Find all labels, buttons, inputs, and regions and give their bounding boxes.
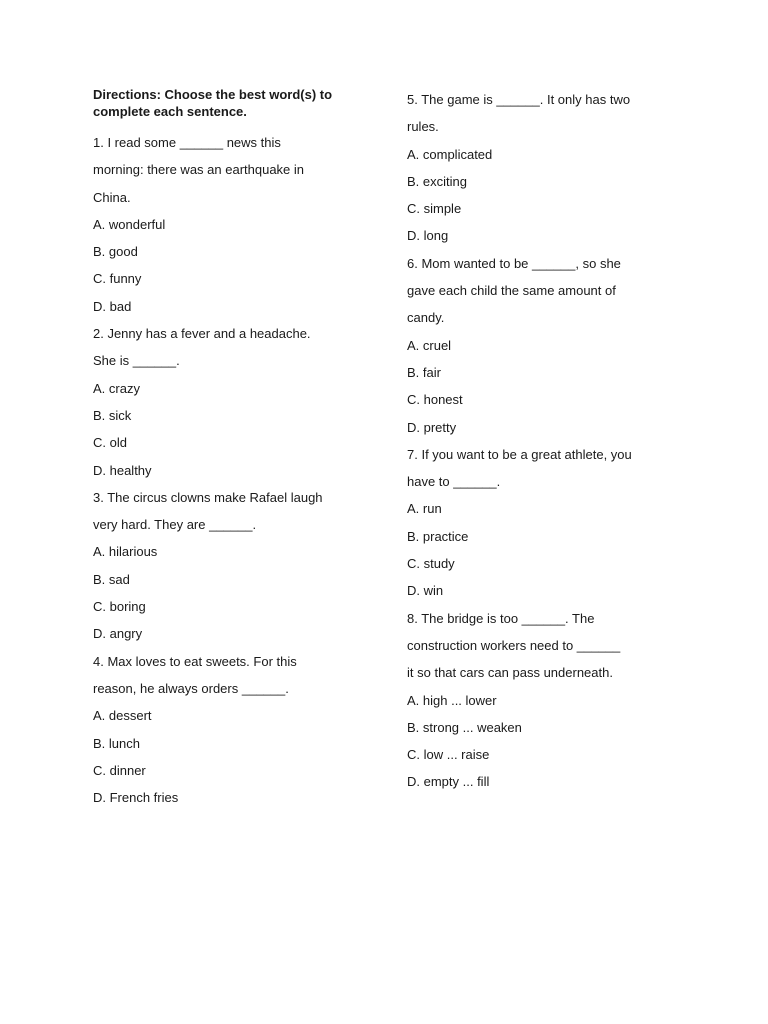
question-text: very hard. They are ______.	[93, 517, 257, 533]
answer-option: A. dessert	[93, 708, 152, 724]
answer-option: A. high ... lower	[407, 692, 497, 708]
answer-option: C. honest	[407, 392, 463, 408]
left-column	[93, 86, 363, 811]
question-2	[93, 320, 363, 484]
question-7	[407, 441, 697, 605]
answer-option: C. low ... raise	[407, 747, 490, 763]
question-6	[407, 250, 697, 441]
question-text: it so that cars can pass underneath.	[407, 665, 613, 681]
question-text: 2. Jenny has a fever and a headache.	[93, 326, 311, 342]
question-5	[407, 86, 697, 250]
answer-option: A. crazy	[93, 380, 140, 396]
question-text: construction workers need to ______	[407, 637, 621, 653]
right-column	[407, 86, 697, 796]
question-text: gave each child the same amount of	[407, 283, 616, 299]
answer-option: B. sick	[93, 407, 132, 423]
directions-line: Directions: Choose the best word(s) to	[93, 87, 333, 102]
answer-option: D. angry	[93, 626, 143, 642]
answer-option: C. boring	[93, 599, 146, 615]
answer-option: D. win	[407, 583, 444, 599]
answer-option: A. run	[407, 501, 442, 517]
answer-option: A. wonderful	[93, 216, 166, 232]
answer-option: B. practice	[407, 528, 469, 544]
question-4	[93, 648, 363, 812]
answer-option: C. simple	[407, 201, 462, 217]
question-text: 7. If you want to be a great athlete, you	[407, 446, 632, 462]
directions	[93, 86, 363, 120]
question-text: candy.	[407, 310, 445, 326]
answer-option: B. fair	[407, 364, 441, 380]
answer-option: B. good	[93, 244, 138, 260]
answer-option: D. healthy	[93, 462, 152, 478]
question-text: have to ______.	[407, 474, 501, 490]
question-8	[407, 605, 697, 796]
answer-option: A. cruel	[407, 337, 452, 353]
answer-option: A. hilarious	[93, 544, 158, 560]
question-text: morning: there was an earthquake in	[93, 162, 305, 178]
question-text: 4. Max loves to eat sweets. For this	[93, 653, 297, 669]
answer-option: D. pretty	[407, 419, 457, 435]
answer-option: B. lunch	[93, 735, 140, 751]
answer-option: D. long	[407, 228, 449, 244]
question-text: 5. The game is ______. It only has two	[407, 92, 631, 107]
answer-option: D. empty ... fill	[407, 774, 490, 790]
answer-option: C. study	[407, 556, 455, 572]
answer-option: D. French fries	[93, 790, 179, 806]
answer-option: C. old	[93, 435, 127, 451]
question-text: China.	[93, 189, 131, 205]
question-1	[93, 129, 363, 320]
question-text: 6. Mom wanted to be ______, so she	[407, 255, 621, 271]
answer-option: B. exciting	[407, 173, 467, 189]
question-3	[93, 484, 363, 648]
question-text: 1. I read some ______ news this	[93, 135, 281, 150]
answer-option: C. dinner	[93, 762, 146, 778]
answer-option: B. sad	[93, 571, 130, 587]
answer-option: D. bad	[93, 298, 132, 314]
question-text: 8. The bridge is too ______. The	[407, 610, 595, 626]
answer-option: B. strong ... weaken	[407, 719, 522, 735]
question-text: She is ______.	[93, 353, 180, 369]
question-text: reason, he always orders ______.	[93, 680, 289, 696]
directions-line: complete each sentence.	[93, 104, 247, 119]
answer-option: C. funny	[93, 271, 142, 287]
answer-option: A. complicated	[407, 146, 493, 162]
question-text: 3. The circus clowns make Rafael laugh	[93, 489, 323, 505]
question-text: rules.	[407, 119, 439, 135]
